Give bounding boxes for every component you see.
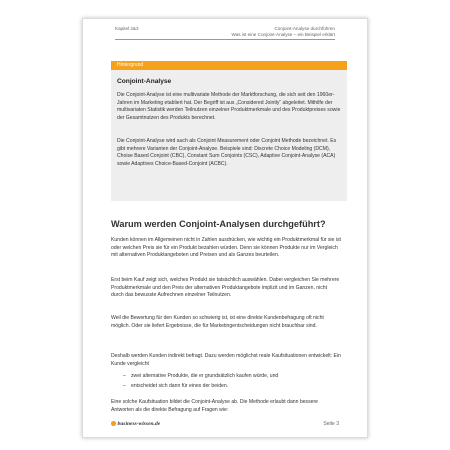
- paragraph: Erst beim Kauf zeigt sich, welches Produkt sie tatsächlich auswählen. Dabei vergleichen Sie mehrere Produktmerkmale und den Preis der alternativen Produktangebote implizit und im Ganzen, nicht durch das bewusste Aufrechnen einzelner Teilnutzen.: [111, 277, 340, 299]
- bullet-dash: –: [123, 383, 126, 389]
- info-box-heading: Conjoint-Analyse: [117, 78, 172, 85]
- paragraph: Kunden können im Allgemeinen nicht in Zahlen ausdrücken, wie wichtig ein Produktmerkmal für sie ist oder welchen Preis sie für ein Produkt bezahlen würden. Denn sie können Produkte nur im Vergleich mit alternativen Produktangeboten und Preisen und als Ganzes beurteilen.: [111, 237, 341, 259]
- header-subtitle: Was ist eine Conjoint-Analyse – ein Beispiel erklärt: [231, 32, 335, 37]
- logo-text: business-wissen.de: [117, 421, 161, 427]
- logo-dot-icon: [111, 421, 116, 426]
- chapter-label: Kapitel 2&3: [115, 26, 139, 31]
- footer-logo[interactable]: [111, 421, 160, 427]
- info-box-paragraph: Die Conjoint-Analyse ist eine multivariate Methode der Marktforschung, die sich seit den 1960er-Jahren im Marketing etabliert hat. Der Begriff ist aus „Considered Jointly“ abgeleitet. Mithilfe der multivariaten Statistik werden Teilnutzen einzelner Produktmerkmale und des Produktpreises sowie der Gesamtnutzen des Produkts berechnet.: [117, 92, 341, 121]
- document-page: [82, 18, 368, 438]
- page-number: Seite 3: [323, 421, 339, 427]
- header-title: Conjoint-Analyse durchführen: [274, 26, 335, 31]
- paragraph: Weil die Bewertung für den Kunden so schwierig ist, ist eine direkte Kundenbefragung oft nicht möglich. Oder sie liefert Ergebnisse, die für Marketingentscheidungen nicht brauchbar sind.: [111, 315, 324, 329]
- bullet-dash: –: [123, 373, 126, 379]
- info-box-label: Hintergrund: [111, 61, 347, 70]
- list-item-text: zwei alternative Produkte, die er grundsätzlich kaufen würde, und: [131, 373, 279, 379]
- info-box: [111, 61, 347, 201]
- paragraph: Eine solche Kaufsituation bildet die Conjoint-Analyse ab. Die Methode erlaubt dann bessere Antworten als die direkte Befragung auf Fragen wie:: [111, 399, 318, 413]
- paragraph: Deshalb werden Kunden indirekt befragt. Dazu werden möglichst reale Kaufsituationen entwickelt: Ein Kunde vergleicht: [111, 353, 341, 367]
- list-item-text: entscheidet sich dann für eines der beiden.: [131, 383, 229, 389]
- section-heading: Warum werden Conjoint-Analysen durchgeführt?: [111, 219, 326, 229]
- header-divider: [115, 39, 335, 40]
- info-box-paragraph: Die Conjoint-Analyse wird auch als Conjoint Measurement oder Conjoint Methode bezeichnet. Es gibt mehrere Varianten der Conjoint-Analyse. Beispiele sind: Discrete Choice Modeling (DCM), Choise Based Conjoint (CBC), Constant Sum Conjoints (CSC), Adaptive Conjoint-Analyse (ACA) sowie Adaptives Choice-Based-Conjoint (ACBC).: [117, 138, 337, 167]
